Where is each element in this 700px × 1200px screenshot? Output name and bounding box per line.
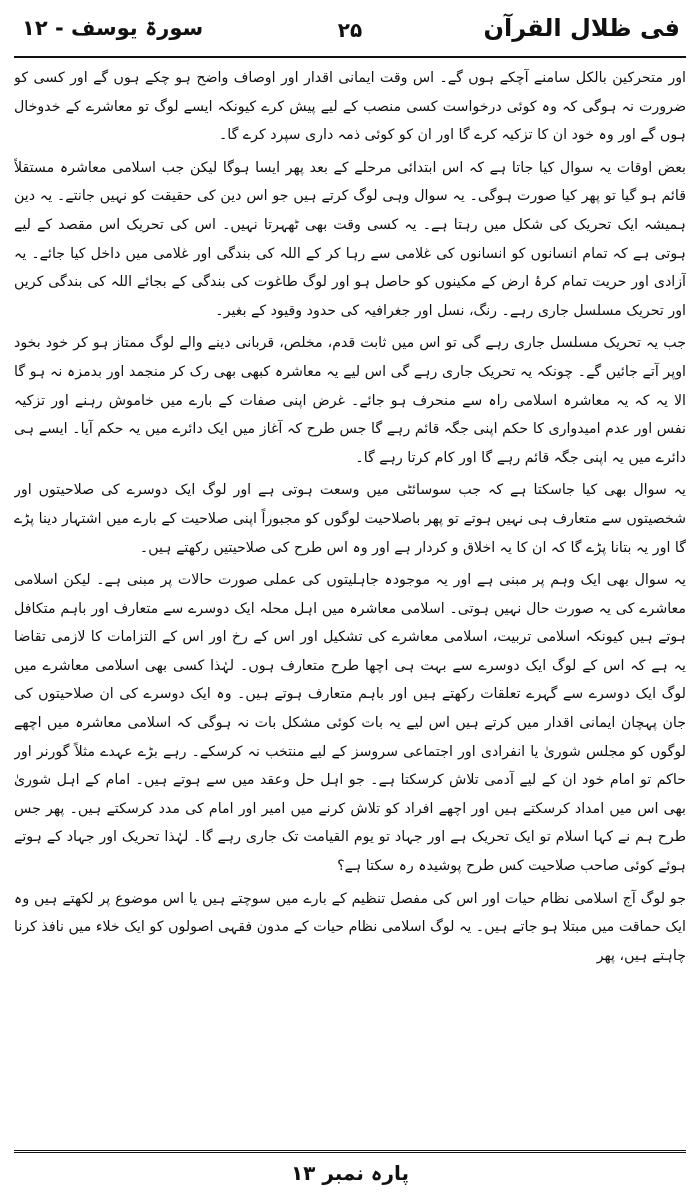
body-text: [14, 64, 686, 1124]
para-label: پارہ نمبر ۱۳: [290, 1161, 410, 1185]
page-number: ۲۵: [337, 18, 363, 42]
paragraph: بعض اوقات یہ سوال کیا جاتا ہے کہ اس ابتدائی مرحلے کے بعد پھر ایسا ہوگا لیکن جب اسلامی معاشرہ مستقلاً قائم ہو گیا تو پھر کیا صورت ہوگی۔ یہ سوال وہی لوگ کرتے ہیں جو اس دین کی حقیقت کو نہیں جانتے۔ یہ دین ہمیشہ ایک تحریک کی شکل میں رہتا ہے۔ یہ کسی وقت بھی ٹھہرتا نہیں۔ اس کی تحریک اس مقصد کے لیے ہوتی ہے کہ تمام انسانوں کو انسانوں کی غلامی سے رہا کر کے اللہ کی بندگی اور غلامی میں داخل کیا جائے۔ یہ آزادی اور حریت تمام کرۂ ارض کے مکینوں کو حاصل ہو اور لوگ طاغوت کی بندگی کے بجائے اللہ کی بندگی کریں اور تحریک مسلسل جاری رہے۔ رنگ، نسل اور جغرافیہ کی حدود وقیود کے بغیر۔: [14, 159, 686, 319]
paragraph: جو لوگ آج اسلامی نظام حیات اور اس کی مفصل تنظیم کے بارے میں سوچتے ہیں یا اس موضوع پر لکھتے ہیں وہ ایک حماقت میں مبتلا ہو جاتے ہیں۔ یہ لوگ اسلامی نظام حیات کے مدون فقہی اصولوں کو ایک خلاء میں نافذ کرنا چاہتے ہیں، پھر: [14, 890, 686, 964]
surah-reference: سورۃ یوسف - ۱۲: [22, 16, 204, 40]
page-header: [14, 12, 686, 56]
header-rule: [14, 56, 686, 58]
paragraph: اور متحرکین بالکل سامنے آچکے ہوں گے۔ اس وقت ایمانی اقدار اور اوصاف واضح ہو چکے ہوں گے اور کسی کو ضرورت نہ ہوگی کہ وہ کوئی درخواست کسی منصب کے لیے پیش کرے کیونکہ ایسے لوگ تو معاشرے کے خدوخال ہوں گے اور وہ خود ان کا تزکیہ کرے گا اور ان کو کوئی ذمہ داری سپرد کرے گا۔: [14, 70, 686, 144]
footer-rule: [14, 1150, 686, 1153]
page-footer: [14, 1150, 686, 1185]
paragraph: یہ سوال بھی کیا جاسکتا ہے کہ جب سوسائٹی میں وسعت ہوتی ہے اور لوگ ایک دوسرے کی صلاحیتوں اور شخصیتوں سے متعارف ہی نہیں ہوتے تو پھر باصلاحیت لوگوں کو مجبوراً اپنی صلاحیت کے بارے میں اشتہار دینا پڑے گا اور یہ بتانا پڑے گا کہ ان کا یہ اخلاق و کردار ہے اور وہ اس طرح کی صلاحیتیں رکھتے ہیں۔: [14, 482, 686, 556]
paragraph: جب یہ تحریک مسلسل جاری رہے گی تو اس میں ثابت قدم، مخلص، قربانی دینے والے لوگ ممتاز ہو کر خود بخود اوپر آتے جائیں گے۔ چونکہ یہ تحریک جاری رہے گی اس لیے یہ معاشرہ کبھی بھی رک کر منجمد اور بدمزہ نہ ہو گا الا یہ کہ یہ معاشرہ اسلامی راہ سے منحرف ہو جائے۔ غرض اپنی صفات کے بارے میں خاموش رہنے اور تزکیہ نفس اور عدم امیدواری کا حکم اپنی جگہ قائم رہے گا جس طرح کہ آغاز میں ایک دائرے میں یہ حکم آیا۔ ایسے ہی دائرے میں یہ اپنی جگہ قائم رہے گا اور کام کرتا رہے گا۔: [14, 335, 686, 466]
paragraph: یہ سوال بھی ایک وہم پر مبنی ہے اور یہ موجودہ جاہلیتوں کی عملی صورت حالات پر مبنی ہے۔ لیکن اسلامی معاشرے کی یہ صورت حال نہیں ہوتی۔ اسلامی معاشرہ میں اہل محلہ ایک دوسرے سے متعارف اور باہم متکافل ہوتے ہیں کیونکہ اسلامی تربیت، اسلامی معاشرے کی تشکیل اور اس کے رخ اور اس کے التزامات کا لازمی تقاضا یہ ہے کہ اس کے لوگ ایک دوسرے سے بہت ہی اچھا طرح متعارف ہوں۔ لہٰذا کسی بھی اسلامی معاشرے میں لوگ ایک دوسرے سے گہرے تعلقات رکھتے ہیں اور باہم متعارف ہوتے ہیں۔ وہ ایک دوسرے کی ان صلاحیتوں کی جان پہچان ایمانی اقدار میں کرتے ہیں اس لیے یہ بات کوئی مشکل بات نہ ہوگی کہ اسلامی معاشرہ میں اچھے لوگوں کو مجلس شوریٰ یا انفرادی اور اجتماعی سروسز کے لیے منتخب نہ کرسکے۔ رہے بڑے عہدے مثلاً گورنر اور حاکم تو امام خود ان کے لیے آدمی تلاش کرسکتا ہے۔ جو اہل حل وعقد میں سے ہوتے ہیں۔ امام کے اہل شوریٰ بھی اس میں امداد کرسکتے ہیں اور اچھے افراد کو تلاش کرنے میں امیر اور امام کی مدد کرسکتے ہیں۔ پھر جس طرح ہم نے کہا اسلام تو ایک تحریک ہے اور جہاد تو یوم القیامت تک جاری رہے گا۔ لہٰذا تحریک اور جہاد کے ہوتے ہوئے کوئی صاحب صلاحیت کس طرح پوشیدہ رہ سکتا ہے؟: [14, 572, 686, 875]
book-title: فی ظلال القرآن: [483, 14, 680, 42]
